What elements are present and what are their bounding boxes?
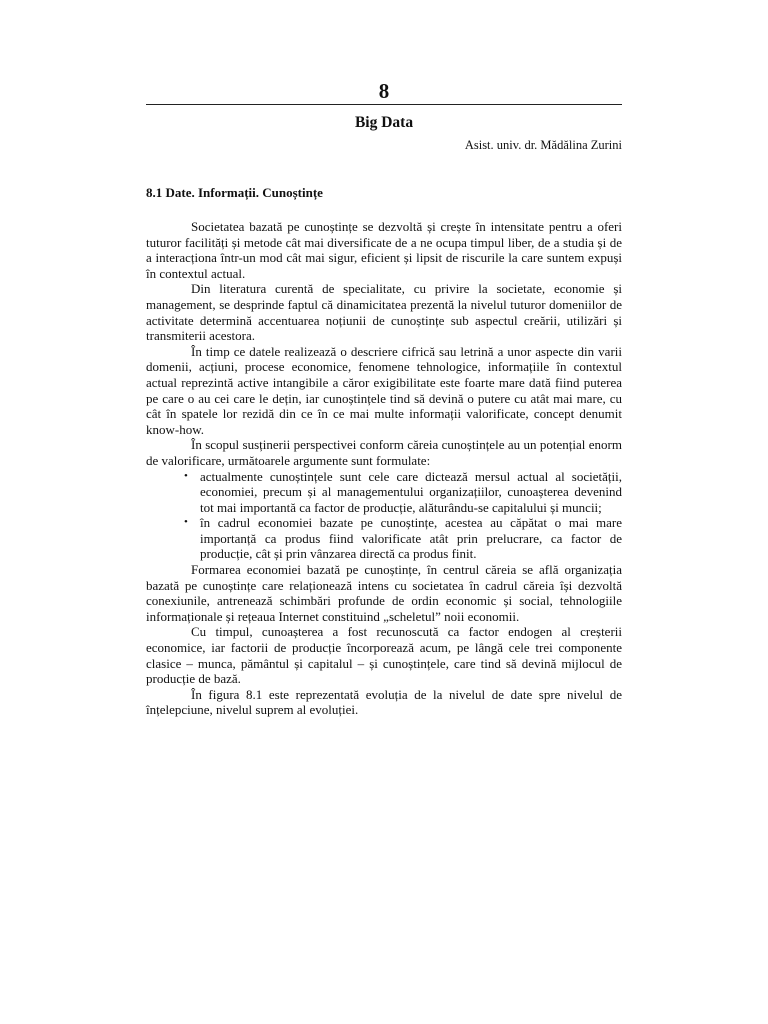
bullet-icon: • [184, 516, 188, 529]
paragraph-6: Cu timpul, cunoașterea a fost recunoscută ca factor endogen al creșterii economice, iar factorii de producție încorporează acum, pe lângă cele trei componente clasice – munca, pământul și capitalul – și cunoștințele, care tind să devină mijlocul de producție de bază. [146, 624, 622, 687]
bullet-icon: • [184, 469, 188, 482]
paragraph-7: În figura 8.1 este reprezentată evoluția de la nivelul de date spre nivelul de înțelepciune, nivelul suprem al evoluției. [146, 686, 622, 718]
list-item [146, 515, 622, 562]
author-line: Asist. univ. dr. Mădălina Zurini [464, 138, 622, 152]
chapter-divider [146, 104, 622, 105]
paragraph-1: Societatea bazată pe cunoștințe se dezvoltă și crește în intensitate pentru a oferi tuturor facilități și metode cât mai diversificate de a ne ocupa timpul liber, de a studia și de a interacționa într-un mod cât mai sigur, eficient și lipsit de riscurile la care suntem expuși în contextul actual. [146, 219, 622, 281]
section-heading: 8.1 Date. Informații. Cunoștințe [146, 185, 323, 200]
list-item [146, 469, 622, 516]
list-item-text: în cadrul economiei bazate pe cunoștințe, acestea au căpătat o mai mare importanță ca produs fiind valorificate atât prin prelucrare, ca factor de producție, cât și prin vânzarea directă ca produs finit. [200, 515, 622, 562]
paragraph-3: În timp ce datele realizează o descriere cifrică sau letrină a unor aspecte din varii domenii, acțiuni, procese economice, fenomene tehnologice, informațiile în contextul actual reprezintă active intangibile a căror exigibilitate este foarte mare dată fiind puterea pe care o au cei care le dețin, iar cunoștințele tind să devină o putere cu atât mai mare, cu cât în spatele lor rezidă din ce în ce mai multe informații valorificate, concept denumit know-how. [146, 343, 622, 437]
paragraph-4: În scopul susținerii perspectivei conform căreia cunoștințele au un potențial enorm de valorificare, următoarele argumente sunt formulate: [146, 437, 622, 468]
chapter-number: 8 [378, 79, 390, 103]
body-text [146, 219, 622, 718]
chapter-title: Big Data [354, 114, 414, 131]
paragraph-5: Formarea economiei bazată pe cunoștințe, în centrul căreia se află organizația bazată pe cunoștințe care relaționează intens cu societatea în cadrul căreia își dezvoltă conexiunile, antrenează schimbări profunde de ordin economic și social, tehnologiile informaționale și rețeaua Internet constituind „scheletul” noii economii. [146, 562, 622, 624]
argument-list [146, 469, 622, 563]
document-page [146, 78, 622, 718]
list-item-text: actualmente cunoștințele sunt cele care dictează mersul actual al societății, economiei, precum și al managementului organizațiilor, cunoașterea devenind tot mai importantă ca factor de producție, alăturându-se capitalului și muncii; [200, 468, 622, 515]
paragraph-2: Din literatura curentă de specialitate, cu privire la societate, economie și management, se desprinde faptul că dinamicitatea prezentă la nivelul tuturor domeniilor de activitate determină accentuarea noțiunii de cunoștințe sub aspectul creării, utilizări și transmiterii acestora. [146, 281, 622, 344]
